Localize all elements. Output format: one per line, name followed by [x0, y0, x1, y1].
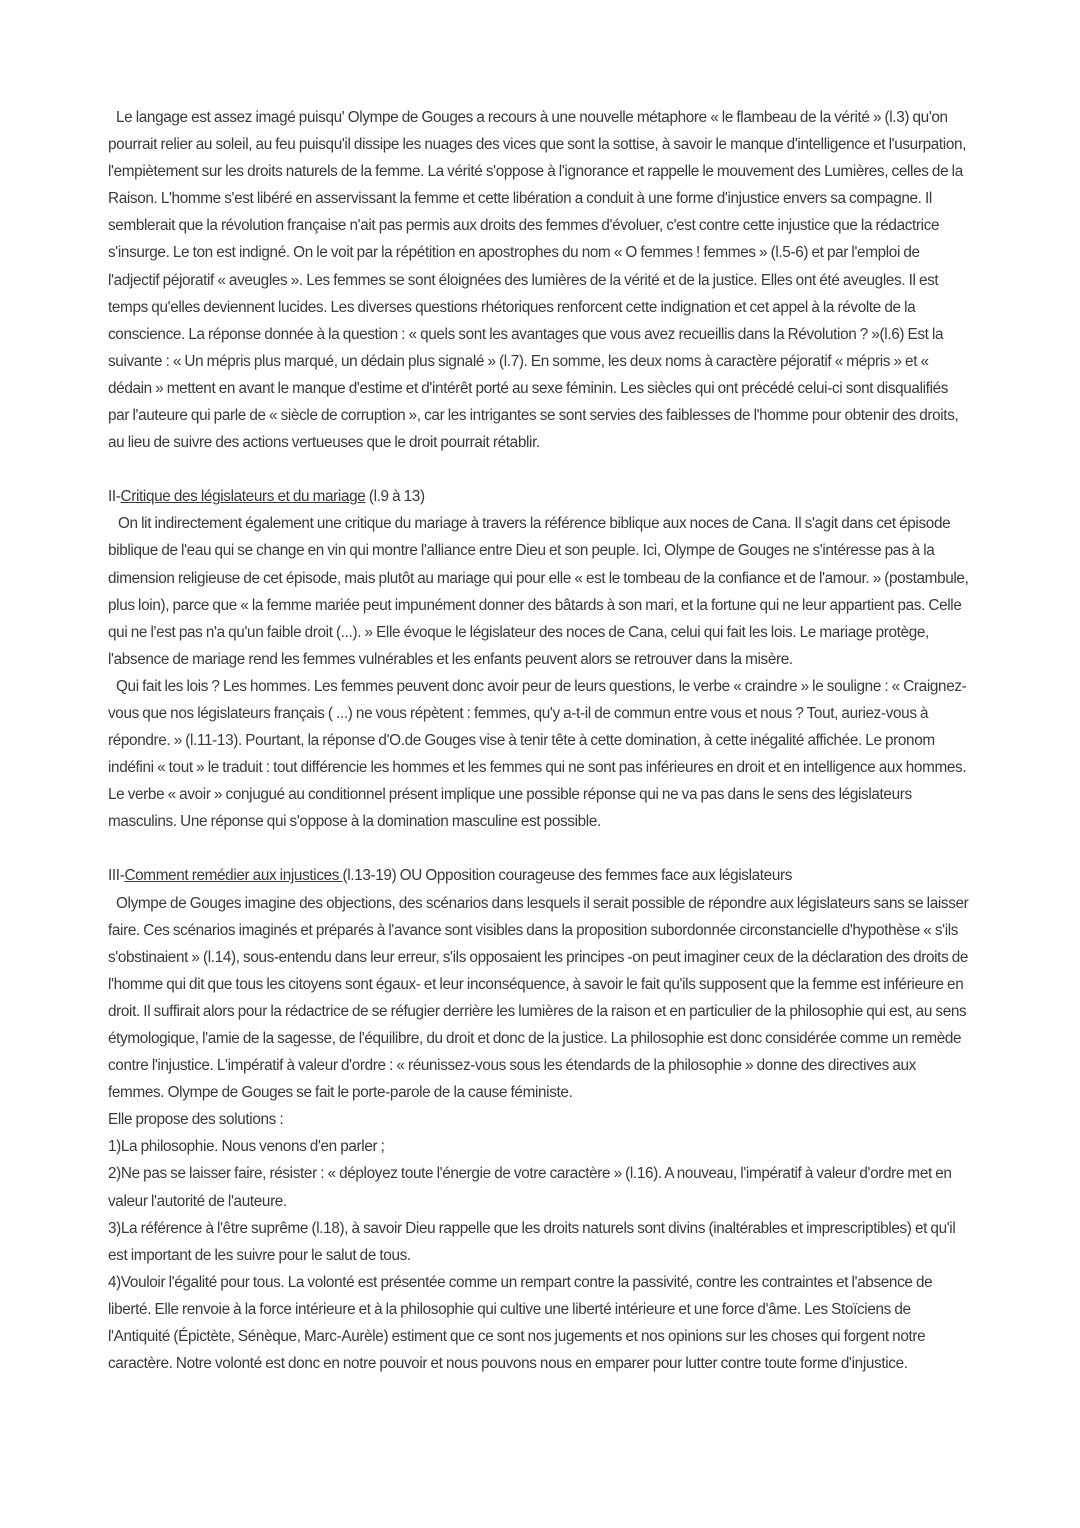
- section-3-title: Comment remédier aux injustices: [124, 867, 343, 885]
- intro-paragraph: Le langage est assez imagé puisqu' Olympe de Gouges a recours à une nouvelle métaphore « le flambeau de la vérité » (l.3) qu'on pourrait relier au soleil, au feu puisqu'il dissipe les nuages des vices que sont la sottise, à savoir le manque d'intelligence et l'usurpation, l'empiètement sur les droits naturels de la femme. La vérité s'oppose à l'ignorance et rappelle le mouvement des Lumières, celles de la Raison. L'homme s'est libéré en asservissant la femme et cette libération a conduit à une forme d'injustice envers sa compagne. Il semblerait que la révolution française n'ait pas permis aux droits des femmes d'évoluer, c'est contre cette injustice que la rédactrice s'insurge. Le ton est indigné. On le voit par la répétition en apostrophes du nom « O femmes ! femmes » (l.5-6) et par l'emploi de l'adjectif péjoratif « aveugles ». Les femmes se sont éloignées des lumières de la vérité et de la justice. Elles ont été aveugles. Il est temps qu'elles deviennent lucides. Les diverses questions rhétoriques renforcent cette indignation et cet appel à la révolte de la conscience. La réponse donnée à la question : « quels sont les avantages que vous avez recueillis dans la Révolution ? »(l.6) Est la suivante : « Un mépris plus marqué, un dédain plus signalé » (l.7). En somme, les deux noms à caractère péjoratif « mépris » et « dédain » mettent en avant le manque d'estime et d'intérêt porté au sexe féminin. Les siècles qui ont précédé celui-ci sont disqualifiés par l'auteure qui parle de « siècle de corruption », car les intrigantes se sont servies des faiblesses de l'homme pour obtenir des droits, au lieu de suivre des actions vertueuses que le droit pourrait rétablir.: [108, 109, 967, 452]
- section-2-paragraph-2: Qui fait les lois ? Les hommes. Les femmes peuvent donc avoir peur de leurs questions, le verbe « craindre » le souligne : « Craignez-vous que nos législateurs français ( ...) ne vous répètent : femmes, qu'y a-t-il de commun entre vous et nous ? Tout, auriez-vous à répondre. » (l.11-13). Pourtant, la réponse d'O.de Gouges vise à tenir tête à cette domination, à cette inégalité affichée. Le pronom indéfini « tout » le traduit : tout différencie les hommes et les femmes qui ne sont pas inférieures en droit et en intelligence aux hommes. Le verbe « avoir » conjugué au conditionnel présent implique une possible réponse qui ne va pas dans le sens des législateurs masculins. Une réponse qui s'oppose à la domination masculine est possible.: [108, 677, 967, 831]
- section-2-title: Critique des législateurs et du mariage: [120, 488, 366, 506]
- section-2-paragraph-1: On lit indirectement également une critique du mariage à travers la référence biblique aux noces de Cana. Il s'agit dans cet épisode biblique de l'eau qui se change en vin qui montre l'alliance entre Dieu et son peuple. Ici, Olympe de Gouges ne s'intéresse pas à la dimension religieuse de cet épisode, mais plutôt au mariage qui pour elle « est le tombeau de la confiance et de l'amour. » (postambule, plus loin), parce que « la femme mariée peut impunément donner des bâtards à son mari, et la fortune qui ne leur appartient pas. Celle qui ne l'est pas n'a qu'un faible droit (...). » Elle évoque le législateur des noces de Cana, celui qui fait les lois. Le mariage protège, l'absence de mariage rend les femmes vulnérables et les enfants peuvent alors se retrouver dans la misère.: [108, 515, 969, 668]
- spacer: [108, 456, 972, 483]
- section-2-heading: [108, 483, 972, 510]
- list-item: 3)La référence à l'être suprême (l.18), à savoir Dieu rappelle que les droits naturels sont divins (inaltérables et imprescriptibles) et qu'il est important de les suivre pour le salut de tous.: [108, 1219, 956, 1264]
- list-item: 2)Ne pas se laisser faire, résister : « déployez toute l'énergie de votre caractère » (l.16). A nouveau, l'impératif à valeur d'ordre met en valeur l'autorité de l'auteure.: [108, 1165, 952, 1210]
- section-3-paragraph-1: Olympe de Gouges imagine des objections, des scénarios dans lesquels il serait possible de répondre aux législateurs sans se laisser faire. Ces scénarios imaginés et préparés à l'avance sont visibles dans la proposition subordonnée circonstancielle d'hypothèse « s'ils s'obstinaient » (l.14), sous-entendu dans leur erreur, s'ils opposaient les principes -on peut imaginer ceux de la déclaration des droits de l'homme qui dit que tous les citoyens sont égaux- et leur inconséquence, à savoir le fait qu'ils supposent que la femme est inférieure en droit. Il suffirait alors pour la rédactrice de se réfugier derrière les lumières de la raison et en particulier de la philosophie qui est, au sens étymologique, l'amie de la sagesse, de l'équilibre, du droit et donc de la justice. La philosophie est donc considérée comme un remède contre l'injustice. L'impératif à valeur d'ordre : « réunissez-vous sous les étendards de la philosophie » donne des directives aux femmes. Olympe de Gouges se fait le porte-parole de la cause féministe.: [108, 894, 969, 1102]
- list-item: 4)Vouloir l'égalité pour tous. La volonté est présentée comme un rempart contre la passivité, contre les contraintes et l'absence de liberté. Elle renvoie à la force intérieure et à la philosophie qui cultive une liberté intérieure et une force d'âme. Les Stoïciens de l'Antiquité (Épictète, Sénèque, Marc-Aurèle) estiment que ce sont nos jugements et nos opinions sur les choses qui forgent notre caractère. Notre volonté est donc en notre pouvoir et nous pouvons nous en emparer pour lutter contre toute forme d'injustice.: [108, 1273, 933, 1373]
- section-2-ref: (l.9 à 13): [365, 488, 425, 506]
- solutions-intro: Elle propose des solutions :: [108, 1111, 284, 1129]
- section-3-prefix: III-: [108, 867, 125, 885]
- section-3-heading: [108, 862, 972, 889]
- list-item: 1)La philosophie. Nous venons d'en parler ;: [108, 1138, 385, 1156]
- section-3-ref: (l.13-19) OU Opposition courageuse des femmes face aux législateurs: [342, 867, 793, 885]
- section-2-prefix: II-: [108, 488, 121, 506]
- spacer: [108, 835, 972, 862]
